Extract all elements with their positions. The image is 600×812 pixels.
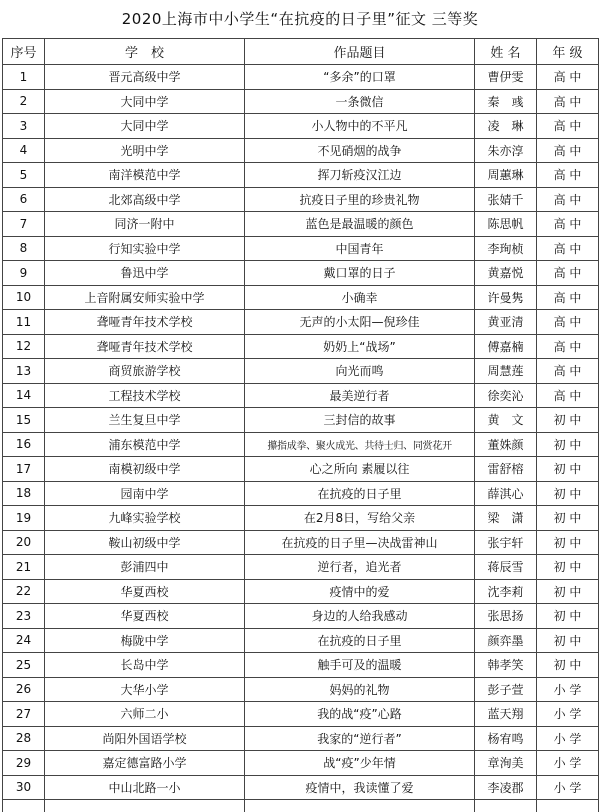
cell-grade: 初 中: [537, 653, 599, 678]
cell-index: 18: [3, 481, 45, 506]
cell-school: 北郊高级中学: [45, 187, 245, 212]
cell-work-title: 无声的小太阳—倪珍佳: [245, 310, 475, 335]
cell-index: 9: [3, 261, 45, 286]
table-header-row: [3, 39, 599, 65]
header-index: 序号: [3, 39, 45, 65]
cell-name: 张婧千: [475, 187, 537, 212]
cell-index: 20: [3, 530, 45, 555]
cell-index: 10: [3, 285, 45, 310]
cell-index: 25: [3, 653, 45, 678]
cell-school: 尚阳外国语学校: [45, 726, 245, 751]
table-row: [3, 383, 599, 408]
cell-work-title: 在抗疫的日子里—决战雷神山: [245, 530, 475, 555]
cell-index: 5: [3, 163, 45, 188]
cell-school: 南洋模范中学: [45, 163, 245, 188]
cell-school: 南模初级中学: [45, 457, 245, 482]
header-school: 学 校: [45, 39, 245, 65]
cell-name: 凌 琳: [475, 114, 537, 139]
cell-school: 聋哑青年技术学校: [45, 310, 245, 335]
cell-index: 6: [3, 187, 45, 212]
cell-work-title: 疫情中，我读懂了爱: [245, 775, 475, 800]
table-row: [3, 775, 599, 800]
cell-grade: 高 中: [537, 285, 599, 310]
table-row: [3, 604, 599, 629]
table-row: [3, 481, 599, 506]
table-row: [3, 726, 599, 751]
cell-index: 8: [3, 236, 45, 261]
cell-index: 21: [3, 555, 45, 580]
table-row: [3, 506, 599, 531]
cell-index: 27: [3, 702, 45, 727]
cell-index: 28: [3, 726, 45, 751]
cell-work-title: 小确幸: [245, 285, 475, 310]
cell-name: 黄 文: [475, 408, 537, 433]
cell-school: 梅陇中学: [45, 628, 245, 653]
cell-work-title: 心之所向 素履以往: [245, 457, 475, 482]
cell-school: 晋元高级中学: [45, 65, 245, 90]
table-row: [3, 432, 599, 457]
table-row: [3, 89, 599, 114]
cell-school: 行知实验中学: [45, 236, 245, 261]
cell-name: 周慧莲: [475, 359, 537, 384]
cell-school: 华夏西校: [45, 604, 245, 629]
cell-school: 工程技术学校: [45, 383, 245, 408]
cell-school: 商贸旅游学校: [45, 359, 245, 384]
cell-grade: 初 中: [537, 579, 599, 604]
cell-school: 浦东模范中学: [45, 432, 245, 457]
table-row: [3, 285, 599, 310]
cell-grade: 初 中: [537, 506, 599, 531]
cell-name: 梁 潇: [475, 506, 537, 531]
table-body: [3, 65, 599, 812]
cell-name: 秦 彧: [475, 89, 537, 114]
cell-work-title: 攥指成拳、聚火成光、共待士归、同赏花开: [245, 432, 475, 457]
cell-grade: 小 学: [537, 726, 599, 751]
cell-school: 上音附属安师实验中学: [45, 285, 245, 310]
cell-work-title: 奶奶上“战场”: [245, 334, 475, 359]
cell-school: 园南中学: [45, 481, 245, 506]
cell-school: 六师二小: [45, 702, 245, 727]
table-row: [3, 751, 599, 776]
cell-school: 大华小学: [45, 677, 245, 702]
cell-grade: 初 中: [537, 457, 599, 482]
cell-index: 1: [3, 65, 45, 90]
empty-cell: [45, 800, 245, 812]
cell-name: 李珣桢: [475, 236, 537, 261]
cell-grade: 高 中: [537, 89, 599, 114]
cell-index: 22: [3, 579, 45, 604]
cell-name: 杨宥鸣: [475, 726, 537, 751]
cell-name: 蒋辰雪: [475, 555, 537, 580]
cell-grade: 初 中: [537, 604, 599, 629]
cell-school: 中山北路一小: [45, 775, 245, 800]
header-name: 姓 名: [475, 39, 537, 65]
cell-index: 23: [3, 604, 45, 629]
cell-work-title: 三封信的故事: [245, 408, 475, 433]
cell-index: 16: [3, 432, 45, 457]
cell-index: 3: [3, 114, 45, 139]
cell-name: 张宇轩: [475, 530, 537, 555]
cell-school: 九峰实验学校: [45, 506, 245, 531]
cell-grade: 小 学: [537, 775, 599, 800]
table-row: [3, 359, 599, 384]
table-row: [3, 187, 599, 212]
cell-work-title: 在抗疫的日子里: [245, 628, 475, 653]
cell-work-title: 我家的“逆行者”: [245, 726, 475, 751]
cell-grade: 初 中: [537, 628, 599, 653]
cell-name: 章洵美: [475, 751, 537, 776]
cell-name: 许曼隽: [475, 285, 537, 310]
cell-index: 4: [3, 138, 45, 163]
cell-index: 13: [3, 359, 45, 384]
table-row: [3, 236, 599, 261]
table-row: [3, 163, 599, 188]
table-row: [3, 138, 599, 163]
cell-school: 鲁迅中学: [45, 261, 245, 286]
empty-cell: [537, 800, 599, 812]
cell-grade: 高 中: [537, 212, 599, 237]
table-row: [3, 628, 599, 653]
header-grade: 年 级: [537, 39, 599, 65]
cell-index: 19: [3, 506, 45, 531]
cell-name: 韩孝笑: [475, 653, 537, 678]
table-row: [3, 530, 599, 555]
table-row: [3, 114, 599, 139]
cell-name: 李凌郡: [475, 775, 537, 800]
cell-name: 朱亦淳: [475, 138, 537, 163]
cell-name: 董姝颜: [475, 432, 537, 457]
cell-grade: 初 中: [537, 555, 599, 580]
table-row: [3, 579, 599, 604]
cell-work-title: 最美逆行者: [245, 383, 475, 408]
table-row: [3, 310, 599, 335]
table-row: [3, 457, 599, 482]
cell-work-title: 逆行者，追光者: [245, 555, 475, 580]
cell-work-title: 触手可及的温暖: [245, 653, 475, 678]
cell-work-title: 在2月8日，写给父亲: [245, 506, 475, 531]
cell-work-title: “多余”的口罩: [245, 65, 475, 90]
table-row: [3, 65, 599, 90]
cell-grade: 高 中: [537, 261, 599, 286]
cell-work-title: 不见硝烟的战争: [245, 138, 475, 163]
cell-grade: 高 中: [537, 65, 599, 90]
cell-work-title: 挥刀斩疫汉江边: [245, 163, 475, 188]
cell-grade: 初 中: [537, 408, 599, 433]
header-work-title: 作品题目: [245, 39, 475, 65]
table-row-cutoff: [3, 800, 599, 812]
cell-name: 黄亚清: [475, 310, 537, 335]
cell-work-title: 妈妈的礼物: [245, 677, 475, 702]
cell-grade: 初 中: [537, 481, 599, 506]
cell-school: 大同中学: [45, 114, 245, 139]
award-table: [2, 38, 599, 812]
cell-index: 2: [3, 89, 45, 114]
cell-school: 光明中学: [45, 138, 245, 163]
table-row: [3, 677, 599, 702]
cell-index: 26: [3, 677, 45, 702]
cell-school: 彭浦四中: [45, 555, 245, 580]
cell-grade: 高 中: [537, 236, 599, 261]
cell-grade: 高 中: [537, 359, 599, 384]
cell-index: 11: [3, 310, 45, 335]
cell-work-title: 一条微信: [245, 89, 475, 114]
cell-work-title: 在抗疫的日子里: [245, 481, 475, 506]
cell-index: 17: [3, 457, 45, 482]
table-row: [3, 212, 599, 237]
cell-work-title: 中国青年: [245, 236, 475, 261]
cell-name: 沈李莉: [475, 579, 537, 604]
table-row: [3, 555, 599, 580]
cell-school: 大同中学: [45, 89, 245, 114]
table-row: [3, 261, 599, 286]
cell-work-title: 战“疫”少年情: [245, 751, 475, 776]
cell-grade: 高 中: [537, 114, 599, 139]
cell-name: 周蕙琳: [475, 163, 537, 188]
cell-school: 鞍山初级中学: [45, 530, 245, 555]
cell-index: 14: [3, 383, 45, 408]
cell-grade: 高 中: [537, 383, 599, 408]
cell-school: 嘉定德富路小学: [45, 751, 245, 776]
cell-name: 张思扬: [475, 604, 537, 629]
cell-school: 同济一附中: [45, 212, 245, 237]
cell-name: 颜弈墨: [475, 628, 537, 653]
cell-name: 傅嘉楠: [475, 334, 537, 359]
cell-index: 7: [3, 212, 45, 237]
cell-index: 12: [3, 334, 45, 359]
cell-grade: 小 学: [537, 702, 599, 727]
cell-name: 雷舒榕: [475, 457, 537, 482]
cell-name: 薛淇心: [475, 481, 537, 506]
cell-name: 徐奕沁: [475, 383, 537, 408]
cell-grade: 小 学: [537, 677, 599, 702]
cell-grade: 初 中: [537, 432, 599, 457]
cell-grade: 高 中: [537, 334, 599, 359]
cell-work-title: 小人物中的不平凡: [245, 114, 475, 139]
cell-work-title: 抗疫日子里的珍贵礼物: [245, 187, 475, 212]
cell-grade: 高 中: [537, 310, 599, 335]
cell-name: 黄嘉悦: [475, 261, 537, 286]
cell-grade: 高 中: [537, 187, 599, 212]
cell-work-title: 疫情中的爱: [245, 579, 475, 604]
cell-work-title: 身边的人给我感动: [245, 604, 475, 629]
cell-index: 24: [3, 628, 45, 653]
cell-school: 聋哑青年技术学校: [45, 334, 245, 359]
cell-work-title: 蓝色是最温暖的颜色: [245, 212, 475, 237]
table-row: [3, 408, 599, 433]
cell-index: 15: [3, 408, 45, 433]
page-title: 2020上海市中小学生“在抗疫的日子里”征文 三等奖: [0, 0, 600, 38]
cell-work-title: 我的战“疫”心路: [245, 702, 475, 727]
cell-name: 蓝天翔: [475, 702, 537, 727]
cell-school: 兰生复旦中学: [45, 408, 245, 433]
table-row: [3, 702, 599, 727]
cell-name: 陈思帆: [475, 212, 537, 237]
cell-grade: 高 中: [537, 163, 599, 188]
cell-grade: 高 中: [537, 138, 599, 163]
cell-index: 30: [3, 775, 45, 800]
empty-cell: [245, 800, 475, 812]
cell-grade: 小 学: [537, 751, 599, 776]
cell-school: 华夏西校: [45, 579, 245, 604]
cell-school: 长岛中学: [45, 653, 245, 678]
table-row: [3, 653, 599, 678]
table-row: [3, 334, 599, 359]
cell-work-title: 向光而鸣: [245, 359, 475, 384]
cell-grade: 初 中: [537, 530, 599, 555]
empty-cell: [475, 800, 537, 812]
cell-index: 29: [3, 751, 45, 776]
cell-name: 曹伊雯: [475, 65, 537, 90]
cell-work-title: 戴口罩的日子: [245, 261, 475, 286]
cell-name: 彭子萱: [475, 677, 537, 702]
empty-cell: [3, 800, 45, 812]
